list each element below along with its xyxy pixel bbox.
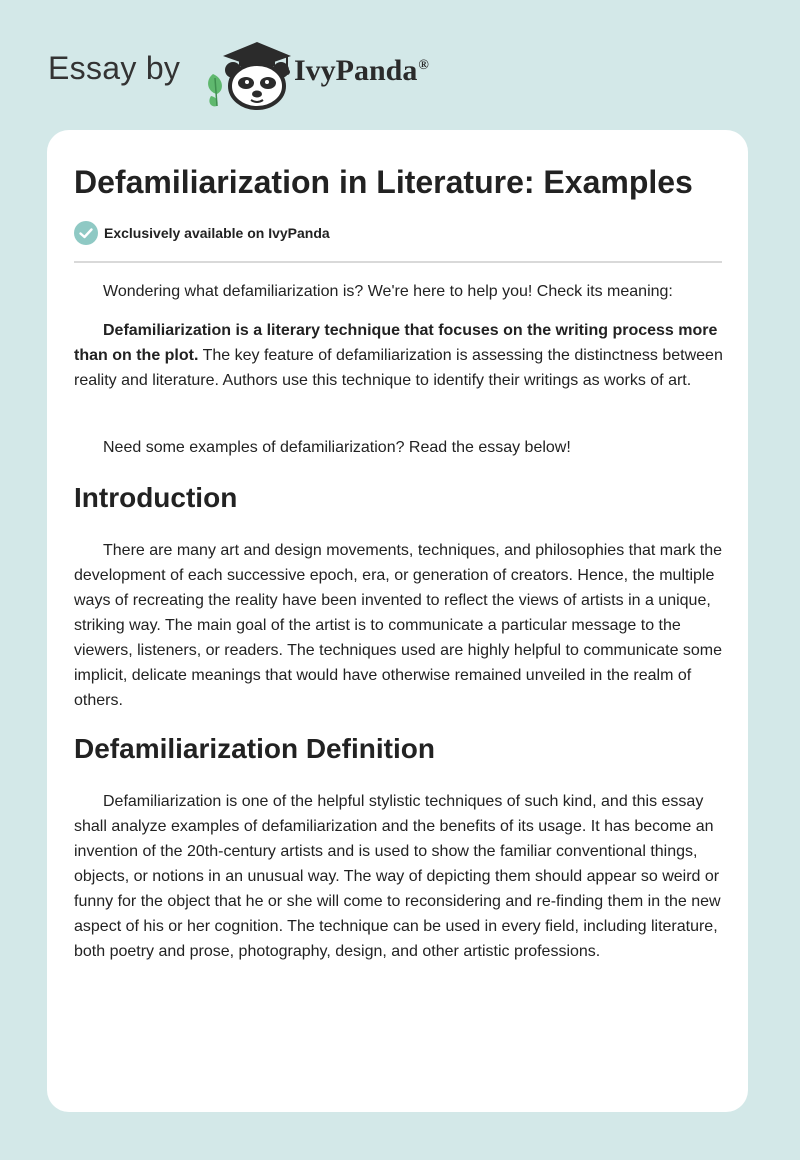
page-title: Defamiliarization in Literature: Examples — [74, 164, 693, 200]
registered-mark: ® — [418, 58, 429, 73]
ivy-leaf-icon — [208, 74, 222, 106]
badge-text: Exclusively available on IvyPanda — [104, 225, 330, 241]
section-heading-introduction: Introduction — [74, 482, 238, 513]
intro-paragraph-3: Need some examples of defamiliarization? Read the essay below! — [103, 439, 571, 456]
intro-paragraph-1: Wondering what defamiliarization is? We're here to help you! Check its meaning: — [103, 283, 673, 300]
brand-header[interactable] — [48, 34, 508, 114]
exclusive-badge — [74, 221, 330, 245]
check-circle-icon — [74, 221, 98, 245]
brand-prefix: Essay by — [48, 50, 181, 86]
definition-highlight: Defamiliarization is a literary technique that focuses on the writing process more than on the plot. — [74, 322, 718, 364]
section-body-introduction: There are many art and design movements, techniques, and philosophies that mark the development of each successive epoch, era, or generation of creators. Hence, the multiple ways of recreating the reality have been invented to reflect the views of artists in a unique, striking way. The main goal of the artist is to communicate a particular message to the viewers, listeners, or readers. The techniques used are highly helpful to communicate some implicit, delicate meanings that would have otherwise remained unveiled in the realm of others. — [74, 542, 723, 709]
definition-rest: The key feature of defamiliarization is assessing the distinctness between reality and literature. Authors use this technique to identify their writings as works of art. — [74, 347, 723, 389]
brand-name: IvyPanda® — [294, 54, 429, 87]
section-heading-definition: Defamiliarization Definition — [74, 733, 435, 764]
panda-graduate-icon — [203, 34, 293, 110]
title-divider — [74, 261, 722, 263]
intro-paragraph-2 — [74, 318, 724, 393]
article-card — [47, 130, 748, 1112]
section-body-definition: Defamiliarization is one of the helpful stylistic techniques of such kind, and this essay shall analyze examples of defamiliarization and the benefits of its usage. It has become an invention of the 20th-century artists and is used to show the familiar conventional things, objects, or notions in an unusual way. The way of depicting them should appear so weird or funny for the object that he or she will come to reconsidering and re-finding them in the new aspect of his or her cognition. The technique can be used in every field, including literature, both poetry and prose, photography, design, and other artistic professions. — [74, 793, 721, 960]
